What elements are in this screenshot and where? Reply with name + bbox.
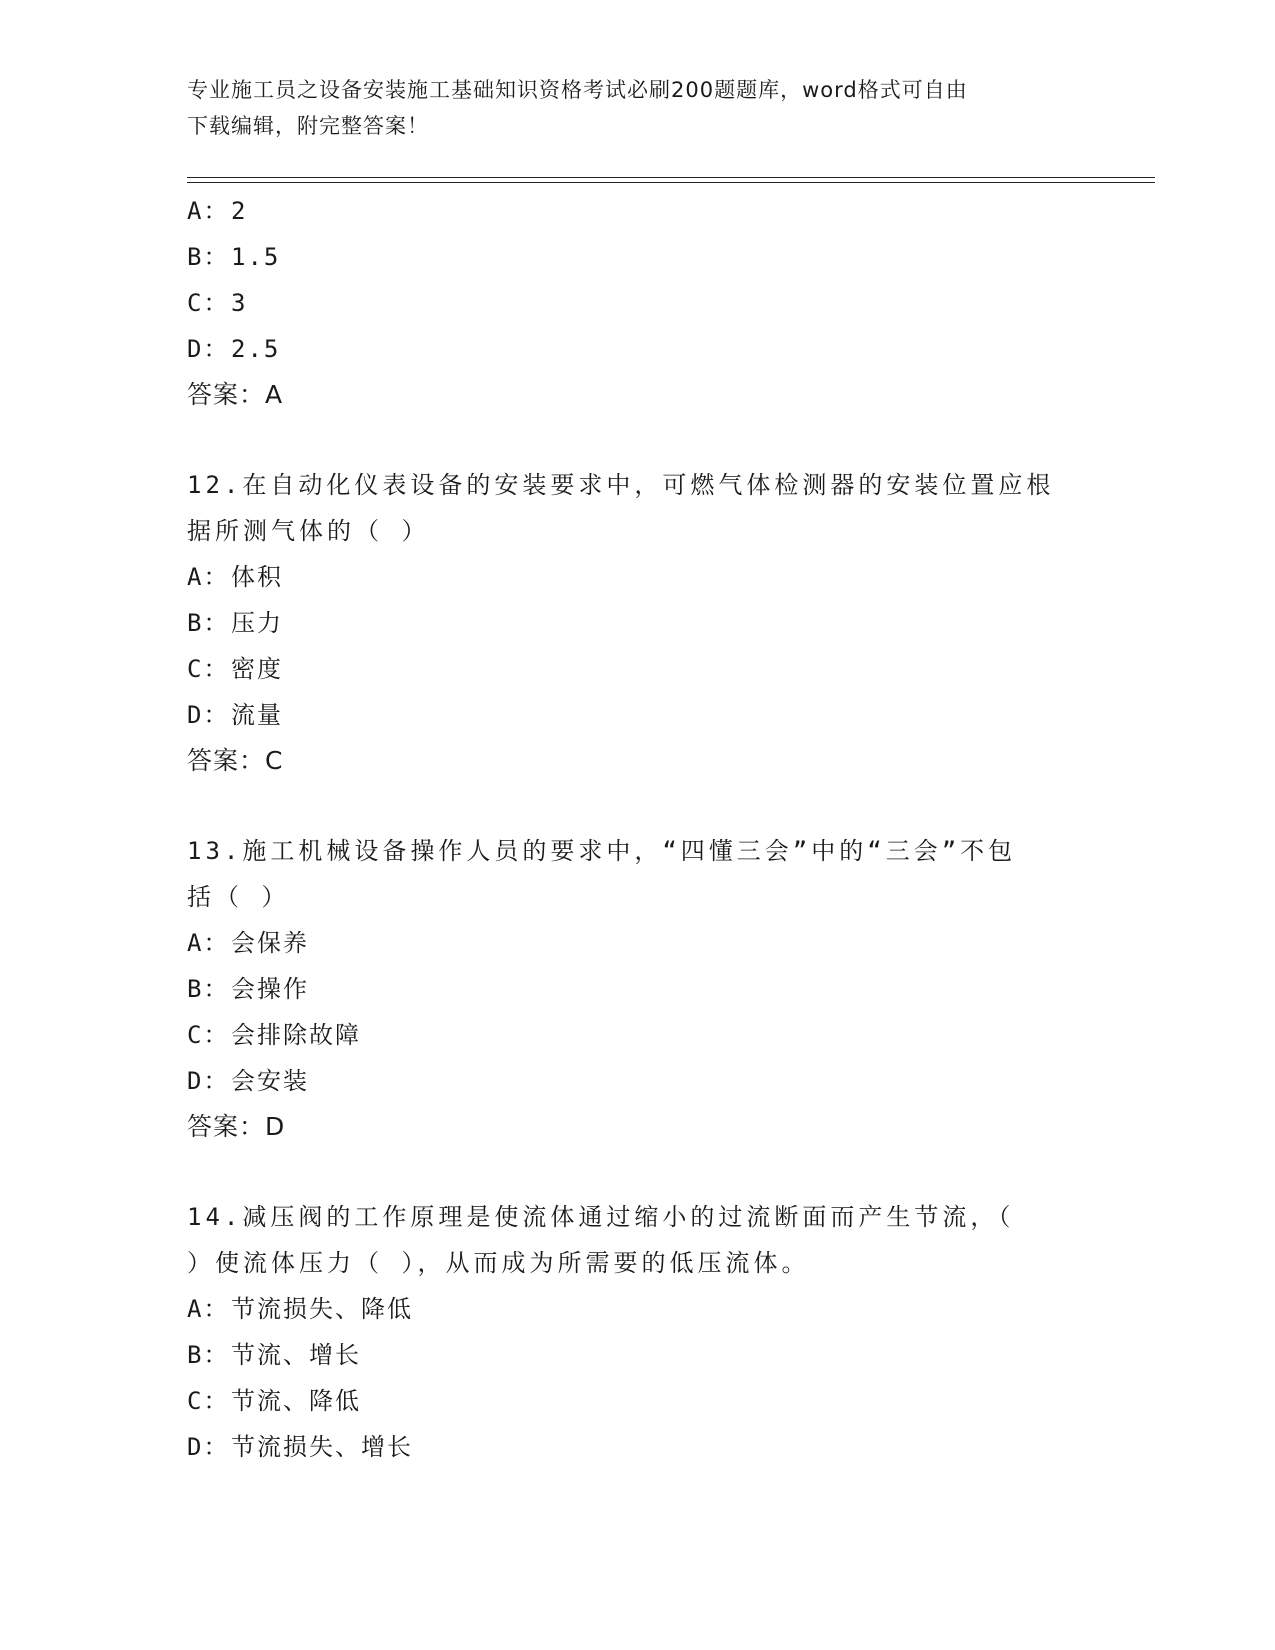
- option-label: A：: [187, 929, 230, 957]
- option-a: [187, 188, 1087, 234]
- option-text: 流量: [231, 701, 283, 729]
- question-12: [187, 462, 1087, 784]
- option-d: [187, 692, 1087, 738]
- question-stem-line-2: 据所测气体的（ ）: [187, 517, 430, 545]
- option-text: 2.5: [231, 335, 281, 363]
- question-11: [187, 188, 1087, 418]
- option-label: B：: [187, 1341, 230, 1369]
- option-label: C：: [187, 655, 230, 683]
- option-c: [187, 280, 1087, 326]
- option-text: 2: [231, 197, 248, 225]
- option-text: 节流、降低: [231, 1387, 361, 1415]
- option-text: 3: [231, 289, 248, 317]
- header-line-1: 专业施工员之设备安装施工基础知识资格考试必刷200题题库，word格式可自由: [187, 78, 968, 102]
- header-line-2: 下载编辑，附完整答案！: [187, 114, 429, 138]
- option-text: 体积: [231, 563, 283, 591]
- option-text: 会保养: [231, 929, 309, 957]
- question-stem: [187, 1194, 1087, 1286]
- option-label: D：: [187, 335, 230, 363]
- option-text: 会操作: [231, 975, 309, 1003]
- option-a: [187, 554, 1087, 600]
- option-label: A：: [187, 1295, 230, 1323]
- option-text: 会安装: [231, 1067, 309, 1095]
- option-c: [187, 1012, 1087, 1058]
- option-label: D：: [187, 701, 230, 729]
- option-label: A：: [187, 197, 230, 225]
- option-label: D：: [187, 1067, 230, 1095]
- option-c: [187, 646, 1087, 692]
- option-label: B：: [187, 243, 230, 271]
- header-divider-bottom: [187, 182, 1155, 183]
- option-d: [187, 326, 1087, 372]
- option-c: [187, 1378, 1087, 1424]
- option-label: C：: [187, 1021, 230, 1049]
- option-text: 节流损失、降低: [231, 1295, 413, 1323]
- answer-line: 答案：D: [187, 1112, 286, 1141]
- question-stem-line-2: 括（ ）: [187, 883, 290, 911]
- question-14: [187, 1194, 1087, 1470]
- option-text: 1.5: [231, 243, 281, 271]
- option-b: [187, 1332, 1087, 1378]
- option-a: [187, 920, 1087, 966]
- option-b: [187, 600, 1087, 646]
- header-divider-top: [187, 177, 1155, 178]
- option-b: [187, 234, 1087, 280]
- question-stem-line-1: 13.施工机械设备操作人员的要求中，“四懂三会”中的“三会”不包: [187, 837, 1017, 865]
- option-label: B：: [187, 975, 230, 1003]
- answer-line: 答案：A: [187, 380, 284, 409]
- option-d: [187, 1424, 1087, 1470]
- option-label: D：: [187, 1433, 230, 1461]
- option-label: A：: [187, 563, 230, 591]
- option-label: C：: [187, 289, 230, 317]
- question-13: [187, 828, 1087, 1150]
- option-label: B：: [187, 609, 230, 637]
- question-stem: [187, 462, 1087, 554]
- question-stem-line-1: 12.在自动化仪表设备的安装要求中，可燃气体检测器的安装位置应根: [187, 471, 1055, 499]
- option-text: 压力: [231, 609, 283, 637]
- option-text: 密度: [231, 655, 283, 683]
- question-stem: [187, 828, 1087, 920]
- question-list: [187, 188, 1087, 1470]
- question-stem-line-2: ）使流体压力（ ），从而成为所需要的低压流体。: [187, 1249, 810, 1277]
- option-a: [187, 1286, 1087, 1332]
- option-b: [187, 966, 1087, 1012]
- option-text: 节流损失、增长: [231, 1433, 413, 1461]
- option-d: [187, 1058, 1087, 1104]
- option-text: 会排除故障: [231, 1021, 361, 1049]
- document-header: [187, 72, 1067, 144]
- answer-line: 答案：C: [187, 746, 284, 775]
- question-stem-line-1: 14.减压阀的工作原理是使流体通过缩小的过流断面而产生节流，（: [187, 1203, 1015, 1231]
- option-label: C：: [187, 1387, 230, 1415]
- option-text: 节流、增长: [231, 1341, 361, 1369]
